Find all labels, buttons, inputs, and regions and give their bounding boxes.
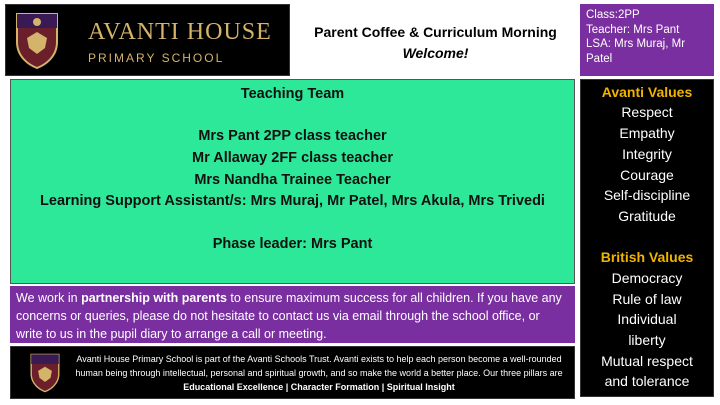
- welcome-subtitle: Welcome!: [402, 45, 469, 61]
- school-crest-icon: [15, 12, 59, 70]
- phase-leader: Phase leader: Mrs Pant: [212, 236, 373, 252]
- british-value: Democracy: [611, 270, 683, 286]
- avanti-value: Respect: [621, 104, 673, 120]
- class-info-panel: [580, 4, 714, 76]
- school-name: AVANTI HOUSE: [88, 19, 272, 45]
- british-value: liberty: [628, 332, 666, 348]
- page-title-panel: [293, 4, 578, 76]
- avanti-value: Gratitude: [618, 208, 676, 224]
- three-pillars: Educational Excellence | Character Formation | Spiritual Insight: [183, 382, 455, 392]
- avanti-value: Courage: [620, 167, 674, 183]
- values-panel: [580, 79, 714, 397]
- partnership-text: to ensure maximum success for all children. If you have any concerns or queries, please do not hesitate to contact us via email through the school office, or write to us in the pupil diary to arrange a call or meeting.: [16, 291, 562, 341]
- british-values-heading: British Values: [600, 249, 694, 265]
- team-member: Mrs Pant 2PP class teacher: [198, 128, 387, 144]
- british-value: and tolerance: [604, 373, 690, 389]
- footer-crest-icon: [29, 353, 61, 393]
- british-value: Mutual respect: [601, 353, 693, 369]
- trust-statement: Avanti House Primary School is part of the Avanti Schools Trust. Avanti exists to help each person become a well-rounded human being through intellectual, personal and spiritual growth, and so make the world a better place. Our three pillars are: [75, 354, 563, 378]
- lsa-label-continued: Patel: [586, 52, 613, 65]
- british-value: Individual: [617, 311, 677, 327]
- footer-panel: [10, 346, 575, 399]
- lsa-label: LSA: Mrs Muraj, Mr: [586, 38, 686, 50]
- teaching-team-panel: [10, 79, 575, 284]
- team-member: Learning Support Assistant/s: Mrs Muraj, Mr Patel, Mrs Akula, Mrs Trivedi: [40, 193, 545, 209]
- team-member: Mr Allaway 2FF class teacher: [192, 150, 393, 166]
- teacher-label: Teacher: Mrs Pant: [586, 23, 680, 36]
- school-subtitle: PRIMARY SCHOOL: [88, 51, 225, 65]
- avanti-value: Self-discipline: [603, 187, 691, 203]
- avanti-value: Empathy: [619, 125, 675, 141]
- partnership-emphasis: partnership with parents: [81, 291, 227, 305]
- british-value: Rule of law: [612, 291, 682, 307]
- team-member: Mrs Nandha Trainee Teacher: [194, 172, 391, 188]
- avanti-values-heading: Avanti Values: [601, 84, 693, 100]
- footer-text: [69, 352, 569, 394]
- partnership-panel: [10, 286, 575, 343]
- teaching-team-heading: Teaching Team: [240, 86, 345, 102]
- class-label: Class:2PP: [586, 9, 640, 21]
- school-logo-panel: [5, 4, 290, 76]
- avanti-value: Integrity: [622, 146, 672, 162]
- page-title: Parent Coffee & Curriculum Morning: [314, 24, 557, 40]
- partnership-text-prefix: We work in: [16, 291, 82, 305]
